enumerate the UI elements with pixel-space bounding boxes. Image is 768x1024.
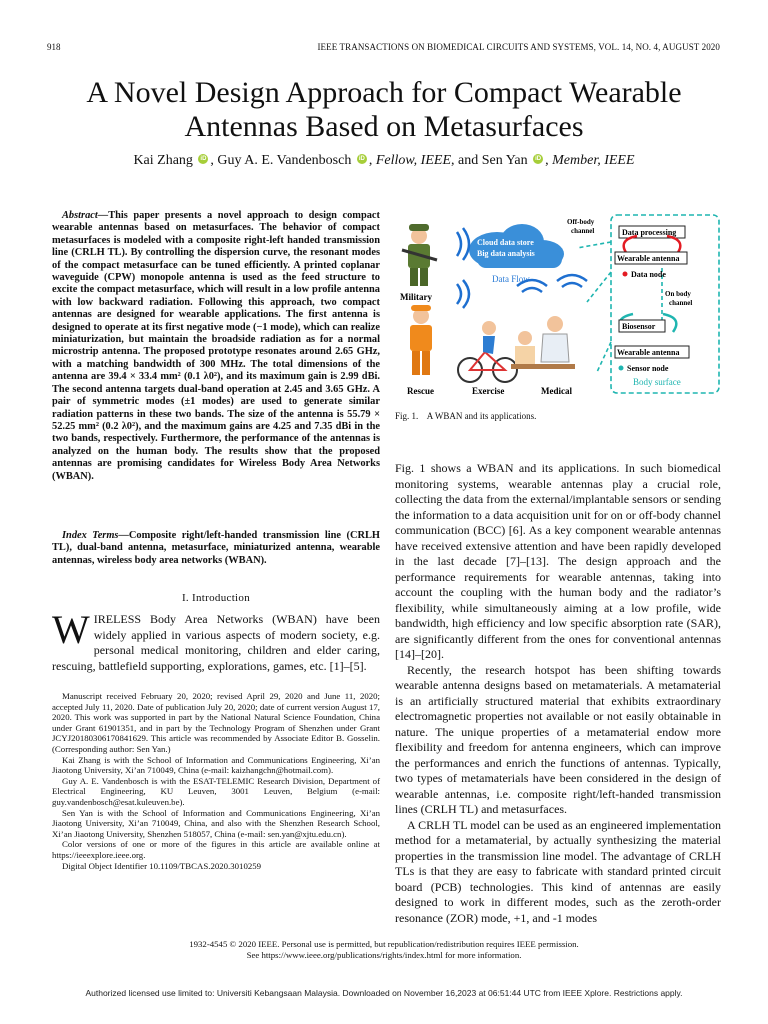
introduction-paragraph <box>52 607 380 674</box>
cloud-label-1: Cloud data store <box>477 238 534 247</box>
footnote-author-1: Kai Zhang is with the School of Information and Communications Engineering, Xi’an Jiaotong University, Xi’an 710049, China (e-mail: kaizhangchn@hotmail.com). <box>52 754 380 776</box>
section-heading: I. Introduction <box>181 592 251 604</box>
figure-caption: Fig. 1. A WBAN and its applications. <box>395 411 537 421</box>
rescue-person-icon <box>410 305 432 375</box>
body-paragraph-2: Recently, the research hotspot has been shifting towards wearable antenna designs based on metamaterials. A metamaterial is an artificially structured material that exhibits extraordinary electromagnetic properties not available or not easily obtainable in nature. The unique properties of a metamaterial endow more flexibility and freedom for antenna engineers, which can improve the performances and enrich the functions of antennas. Typically, two types of metamaterials have been considered in the design of wearable antennas, i.e. composite right/left-handed transmission lines (CRLH TL) and metasurfaces. <box>395 662 721 816</box>
label-data-node: Data node <box>631 270 666 279</box>
footnote-author-2: Guy A. E. Vandenbosch is with the ESAT-TELEMIC Research Division, Department of Electrical Engineering, KU Leuven, 3001 Leuven, Belgium (e-mail: guy.vandenbosch@esat.kuleuven.be). <box>52 775 380 807</box>
abstract-label: Abstract— <box>62 210 109 221</box>
cloud-label-2: Big data analysis <box>477 249 535 258</box>
footnote-color: Color versions of one or more of the figures in this article are available online at https://ieeexplore.ieee.org. <box>52 839 380 860</box>
label-offbody-2: channel <box>571 227 595 235</box>
label-rescue: Rescue <box>407 386 434 396</box>
author-3: Sen Yan <box>481 153 528 168</box>
label-onbody-1: On body <box>665 290 691 298</box>
author-2: Guy A. E. Vandenbosch <box>217 153 352 168</box>
copyright-line-2: See https://www.ieee.org/publications/rights/index.html for more information. <box>246 950 522 960</box>
label-sensor-node: Sensor node <box>627 364 669 373</box>
data-node-dot <box>623 272 628 277</box>
abstract-text: This paper presents a novel approach to design compact wearable antennas based on metasurfaces. The behavior of compact metasurfaces is modeled with a composite right-left handed transmission line (CRLH TL). By controlling the dispersion curve, the resonant modes of the compact metasurface can be tuned efficiently. A printed coplanar waveguide (CPW) monopole antenna is used as the feed structure to excite the compact metasurface, which will result in a low profile antenna with low backward radiation. Following this approach, two compact antennas are designed for wearable applications. The first antenna is designed to operate at its first negative mode (−1 mode), which can realize miniaturization, but maintain the broadside radiation as for a normal microstrip antenna. The proposed prototype resonates around 2.65 GHz, with a matching bandwidth of 300 MHz. The total dimensions of the antenna are 39.4 × 33.4 mm² (0.1 λ0²), and its maximum gain is 2.99 dBi. The second antenna targets dual-band operation at 2.45 and 3.65 GHz. A pair of symmetric modes (±1 modes) are used to generate similar radiation patterns in these two bands. The size of the antenna is 55.79 × 52.25 mm² (0.2 λ0²), and the maximum gains are 4.25 and 7.35 dBi in the two bands, respectively. Furthermore, the performance of the antennas is analyzed on the human body. The results show that the proposed antennas are promising candidates for Wireless Body Area Networks (WBAN). <box>52 210 380 482</box>
author-line: Kai Zhang iD , Guy A. E. Vandenbosch iD , Fellow, IEEE, and Sen Yan iD , Member, IEEE <box>133 153 635 168</box>
drop-cap: W <box>52 607 90 652</box>
page-number: 918 <box>47 42 61 52</box>
footnote-doi: Digital Object Identifier 10.1109/TBCAS.2020.3010259 <box>62 860 262 871</box>
label-exercise: Exercise <box>472 386 505 396</box>
label-onbody-2: channel <box>669 299 693 307</box>
index-terms-text: Composite right/left-handed transmission line (CRLH TL), dual-band antenna, metasurface, miniaturized antenna, wearable antennas, wireless body area networks (WBAN). <box>52 530 380 566</box>
medical-doctor-icon <box>511 316 575 369</box>
paper-title: A Novel Design Approach for Compact Wearable Antennas Based on Metasurfaces <box>86 76 682 143</box>
body-paragraph-1: Fig. 1 shows a WBAN and its applications. In such biomedical monitoring systems, wearable antennas play a crucial role, collecting the data from the external/implantable sensors or sending the information to a data acquisition unit for on or off-body channel communication (BCC) [6]. As a key component wearable antennas have received extensive attention and have been rapidly developed in the last decade [7]–[13]. The design approach and the performance requirements for wearable antennas, taking into account the coupling with the human body and the radiator’s flexibility, while simultaneously aiming at a low profile, wide bandwidth, high efficiency and low specific absorption rate (SAR), are significantly different from the ones for conventional antennas [14]–[20]. <box>395 461 721 661</box>
data-flow-label: Data Flow <box>492 274 530 284</box>
label-wearable-top: Wearable antenna <box>617 254 680 263</box>
footnote-manuscript: Manuscript received February 20, 2020; revised April 29, 2020 and June 11, 2020; accepted July 11, 2020. Date of publication July 20, 2020; date of current version August 17, 2020. This work was supported in part by the National Natural Science Foundation, China under Grant 61901351, and in part by the Technology Program of Shenzhen under Grant JCYJ20180306170841629. This article was recommended by Associate Editor B. Gosselin. (Corresponding author: Sen Yan.) <box>52 691 380 754</box>
figure-wban <box>397 212 723 404</box>
footnotes <box>52 691 380 871</box>
sensor-node-dot <box>619 366 624 371</box>
index-terms-label: Index Terms— <box>62 530 129 541</box>
author-conjunction: and <box>458 153 479 168</box>
label-body-surface: Body surface <box>633 377 681 387</box>
data-node-loop <box>624 236 681 254</box>
label-military: Military <box>400 292 432 302</box>
label-medical: Medical <box>541 386 572 396</box>
footnote-author-3: Sen Yan is with the School of Information and Communications Engineering, Xi’an Jiaotong University, Xi’an 710049, China, and also with the Shenzhen Research School, Xi’an Jiaotong University, Shenzhen 518057, China (e-mail: sen.yan@xjtu.edu.cn). <box>52 807 380 839</box>
label-biosensor: Biosensor <box>622 322 656 331</box>
index-terms <box>52 530 380 567</box>
label-data-processing: Data processing <box>622 228 677 237</box>
orcid-icon[interactable]: iD <box>358 156 365 162</box>
journal-header: IEEE TRANSACTIONS ON BIOMEDICAL CIRCUITS AND SYSTEMS, VOL. 14, NO. 4, AUGUST 2020 <box>317 42 720 52</box>
body-paragraph-3: A CRLH TL model can be used as an engineered implementation method for a metamaterial, by actually synthesizing the material properties in the transmission line model. The advantage of CRLH TLs is that they are easy to fabricate with standard printed circuit board (PCB) technologies. This kind of antennas are easily designed to work in different modes, such as the zeroth-order resonance (ZOR) mode, +1, and -1 modes <box>395 817 721 925</box>
copyright-line-1: 1932-4545 © 2020 IEEE. Personal use is permitted, but republication/redistribution requires IEEE permission. <box>189 939 579 949</box>
abstract <box>52 210 380 483</box>
orcid-icon[interactable]: iD <box>200 156 207 162</box>
author-3-title: Member, IEEE <box>552 153 635 168</box>
label-wearable-bottom: Wearable antenna <box>617 348 680 357</box>
orcid-icon[interactable]: iD <box>535 156 542 162</box>
military-person-icon <box>402 224 437 286</box>
copyright-notice <box>40 939 728 961</box>
license-notice: Authorized licensed use limited to: Universiti Kebangsaan Malaysia. Downloaded on November 16,2023 at 06:51:44 UTC from IEEE Xplore. Restrictions apply. <box>85 988 683 998</box>
author-1: Kai Zhang <box>133 153 193 168</box>
label-offbody-1: Off-body <box>567 218 595 226</box>
body-right-column <box>395 461 721 926</box>
author-2-title: Fellow, IEEE <box>375 153 451 168</box>
exercise-cyclist-icon <box>458 321 517 382</box>
introduction-text: IRELESS Body Area Networks (WBAN) have been widely applied in various aspects of modern society, e.g. personal medical monitoring, children and elder caring, rescuing, battlefield supporting, explorations, games, etc. [1]–[5]. <box>52 612 380 673</box>
